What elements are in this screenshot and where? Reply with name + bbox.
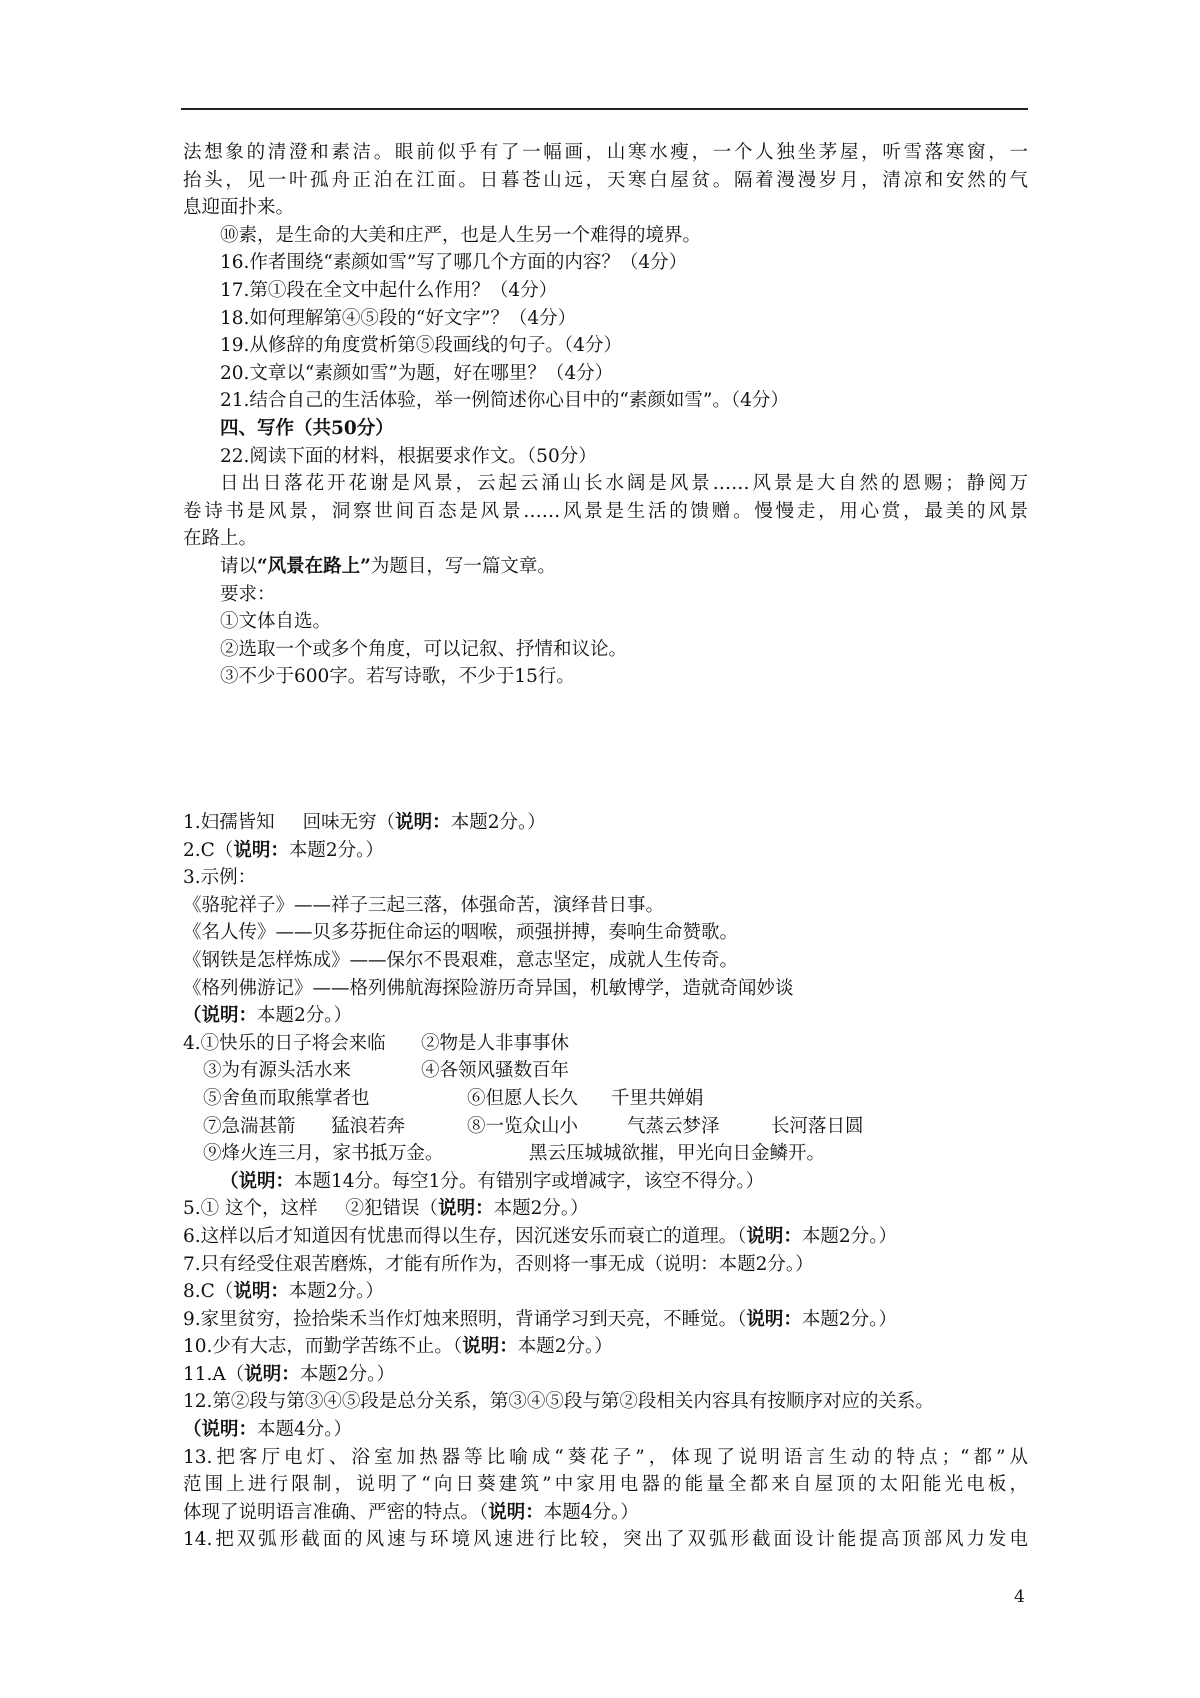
section-title-writing: 四、写作（共50分） bbox=[220, 417, 394, 439]
answer-text: ⑦急湍甚箭 bbox=[203, 1115, 296, 1137]
answer-4-row bbox=[183, 1057, 1028, 1085]
answer-6 bbox=[183, 1223, 1028, 1251]
answer-10 bbox=[183, 1333, 1028, 1361]
answer-4-row bbox=[183, 1030, 1028, 1058]
answer-13: 范围上进行限制，说明了“向日葵建筑”中家用电器的能量全都来自屋顶的太阳能光电板， bbox=[183, 1474, 1028, 1496]
writing-prompt bbox=[183, 553, 1028, 581]
note-text: 本题4分。） bbox=[257, 1419, 353, 1441]
answer-4-row bbox=[183, 1140, 1028, 1168]
answer-text: 10.少有大志，而勤学苦练不止。（ bbox=[183, 1336, 463, 1358]
answer-text: 气蒸云梦泽 bbox=[627, 1115, 720, 1137]
prompt-title: “风景在路上” bbox=[257, 555, 371, 577]
passage-line: 法想象的清澄和素洁。眼前似乎有了一幅画，山寒水瘦，一个人独坐茅屋，听雪落寒窗，一 bbox=[183, 142, 1028, 163]
note-text: 本题2分。） bbox=[257, 1005, 353, 1027]
answer-text: 6.这样以后才知道因有忧患而得以生存，因沉迷安乐而衰亡的道理。（ bbox=[183, 1225, 747, 1247]
material-line: 在路上。 bbox=[183, 528, 258, 550]
answer-3-example: 《骆驼祥子》——祥子三起三落，体强命苦，演绎昔日事。 bbox=[183, 894, 665, 916]
answer-3-note bbox=[183, 1002, 1028, 1030]
answer-text: ⑥但愿人长久 bbox=[467, 1087, 579, 1109]
answer-12: 12.第②段与第③④⑤段是总分关系，第③④⑤段与第②段相关内容具有按顺序对应的关系。 bbox=[183, 1391, 934, 1413]
passage-line: 息迎面扑来。 bbox=[183, 197, 295, 219]
answer-text: 千里共婵娟 bbox=[611, 1087, 704, 1109]
note-label: 说明： bbox=[438, 1198, 494, 1220]
answer-13 bbox=[183, 1499, 1028, 1527]
prompt-pre: 请以 bbox=[220, 555, 258, 577]
paragraph-10: ⑩素，是生命的大美和庄严，也是人生另一个难得的境界。 bbox=[220, 224, 702, 246]
answer-text: ②犯错误（ bbox=[345, 1198, 439, 1220]
answer-text: ⑤舍鱼而取熊掌者也 bbox=[203, 1087, 370, 1109]
answer-4-note bbox=[183, 1168, 1028, 1196]
answer-12-note bbox=[183, 1416, 1028, 1444]
note-text: 本题2分。） bbox=[493, 1198, 589, 1220]
question-19: 19.从修辞的角度赏析第⑤段画线的句子。（4分） bbox=[220, 335, 622, 357]
passage-line: 抬头，见一叶孤舟正泊在江面。日暮苍山远，天寒白屋贫。隔着漫漫岁月，清凉和安然的气 bbox=[183, 169, 1028, 191]
note-label: 说明： bbox=[233, 1281, 289, 1303]
note-text: 本题2分。） bbox=[288, 839, 384, 861]
requirement-item: ③不少于600字。若写诗歌，不少于15行。 bbox=[220, 666, 575, 688]
note-text: 本题2分。） bbox=[801, 1225, 897, 1247]
answer-key bbox=[183, 809, 1028, 1554]
prompt-post: 为题目，写一篇文章。 bbox=[370, 555, 556, 577]
note-text: 本题2分。） bbox=[450, 812, 546, 833]
note-label: 说明： bbox=[746, 1308, 802, 1330]
note-label: 说明： bbox=[201, 1419, 258, 1441]
material-line: 日出日落花开花谢是风景，云起云涌山长水阔是风景……风景是大自然的恩赐；静阅万 bbox=[220, 473, 1028, 495]
answer-text: 猛浪若奔 bbox=[331, 1115, 406, 1137]
answer-3-example: 《钢铁是怎样炼成》——保尔不畏艰难，意志坚定，成就人生传奇。 bbox=[183, 949, 739, 971]
answer-8 bbox=[183, 1278, 1028, 1306]
answer-11 bbox=[183, 1361, 1028, 1389]
answer-text: ⑧一览众山小 bbox=[467, 1115, 579, 1137]
answer-text: 4.①快乐的日子将会来临 bbox=[183, 1032, 386, 1054]
answer-text: 11.A（ bbox=[183, 1363, 245, 1385]
answer-3-example: 《名人传》——贝多芬扼住命运的咽喉，顽强拼搏，奏响生命赞歌。 bbox=[183, 922, 739, 944]
answer-4-row bbox=[183, 1113, 1028, 1141]
material-line: 卷诗书是风景，洞察世间百态是风景……风景是生活的馈赠。慢慢走，用心赏，最美的风景 bbox=[183, 500, 1028, 522]
question-20: 20.文章以“素颜如雪”为题，好在哪里？（4分） bbox=[220, 362, 614, 384]
answer-text: ③为有源头活水来 bbox=[203, 1060, 352, 1082]
answer-13: 13.把客厅电灯、浴室加热器等比喻成“葵花子”，体现了说明语言生动的特点；“都”从 bbox=[183, 1446, 1028, 1468]
answer-text: 8.C（ bbox=[183, 1281, 234, 1303]
requirement-item: ①文体自选。 bbox=[220, 611, 332, 633]
note-label: 说明： bbox=[488, 1501, 544, 1523]
answer-text: 9.家里贫穷，捡拾柴禾当作灯烛来照明，背诵学习到天亮，不睡觉。（ bbox=[183, 1308, 747, 1330]
note-text: 本题2分。） bbox=[299, 1363, 395, 1385]
answer-2 bbox=[183, 837, 1028, 865]
answer-9 bbox=[183, 1306, 1028, 1334]
note-open: （ bbox=[183, 1419, 202, 1441]
answer-text: 黑云压城城欲摧，甲光向日金鳞开。 bbox=[529, 1143, 826, 1165]
question-22: 22.阅读下面的材料，根据要求作文。（50分） bbox=[220, 445, 597, 467]
answer-text: ②物是人非事事休 bbox=[421, 1032, 570, 1054]
answer-text: 5.① 这个，这样 bbox=[183, 1198, 318, 1220]
answer-3-example: 《格列佛游记》——格列佛航海探险游历奇异国，机敏博学，造就奇闻妙谈 bbox=[183, 977, 794, 999]
answer-text: 回味无穷（ bbox=[302, 812, 396, 833]
note-label: 说明： bbox=[201, 1005, 258, 1027]
note-text: 本题14分。每空1分。有错别字或增减字，该空不得分。） bbox=[294, 1170, 765, 1192]
note-text: 本题2分。） bbox=[801, 1308, 897, 1330]
answer-text: ④各领风骚数百年 bbox=[421, 1060, 570, 1082]
question-21: 21.结合自己的生活体验，举一例简述你心目中的“素颜如雪”。（4分） bbox=[220, 390, 789, 412]
question-18: 18.如何理解第④⑤段的“好文字”？（4分） bbox=[220, 307, 577, 329]
question-17: 17.第①段在全文中起什么作用？（4分） bbox=[220, 279, 558, 301]
note-open: （ bbox=[183, 1005, 202, 1027]
answer-text: 2.C（ bbox=[183, 839, 234, 861]
note-open: （ bbox=[220, 1170, 239, 1192]
answer-3-head: 3.示例： bbox=[183, 867, 257, 889]
note-label: 说明： bbox=[238, 1170, 295, 1192]
note-label: 说明： bbox=[746, 1225, 802, 1247]
header-rule bbox=[181, 108, 1028, 110]
note-text: 本题4分。） bbox=[543, 1501, 639, 1523]
reading-section bbox=[183, 139, 1028, 691]
note-text: 本题2分。） bbox=[517, 1336, 613, 1358]
page-number: 4 bbox=[1014, 1587, 1025, 1607]
answer-text: 长河落日圆 bbox=[771, 1115, 864, 1137]
note-label: 说明： bbox=[233, 839, 289, 861]
answer-1 bbox=[183, 809, 1028, 837]
note-text: 本题2分。） bbox=[288, 1281, 384, 1303]
note-label: 说明： bbox=[244, 1363, 300, 1385]
answer-5 bbox=[183, 1195, 1028, 1223]
requirement-item: ②选取一个或多个角度，可以记叙、抒情和议论。 bbox=[220, 638, 628, 660]
note-label: 说明： bbox=[462, 1336, 518, 1358]
answer-7: 7.只有经受住艰苦磨炼，才能有所作为，否则将一事无成（说明：本题2分。） bbox=[183, 1253, 814, 1275]
answer-text: 1.妇孺皆知 bbox=[183, 812, 275, 833]
answer-4-row bbox=[183, 1085, 1028, 1113]
requirements-label: 要求： bbox=[220, 583, 276, 605]
answer-14: 14.把双弧形截面的风速与环境风速进行比较，突出了双弧形截面设计能提高顶部风力发电 bbox=[183, 1529, 1028, 1551]
question-16: 16.作者围绕“素颜如雪”写了哪几个方面的内容？（4分） bbox=[220, 252, 688, 274]
note-label: 说明： bbox=[395, 812, 451, 833]
answer-text: ⑨烽火连三月，家书抵万金。 bbox=[203, 1143, 444, 1165]
answer-text: 体现了说明语言准确、严密的特点。（ bbox=[183, 1501, 489, 1523]
